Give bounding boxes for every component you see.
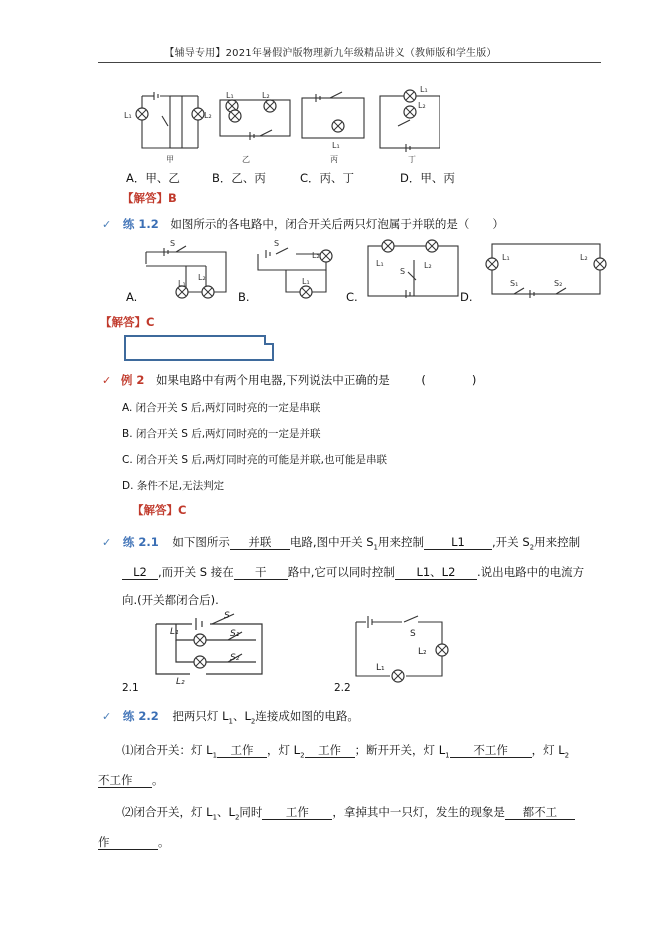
- option-c: C．丙、丁: [300, 171, 355, 185]
- svg-text:S: S: [274, 239, 280, 248]
- svg-text:S₁: S₁: [510, 279, 519, 288]
- blank-3: L2: [122, 566, 158, 580]
- option-a: A．甲、乙: [126, 171, 180, 185]
- blank-s1-3: 不工作: [450, 744, 532, 758]
- svg-text:L₁: L₁: [376, 259, 384, 268]
- svg-text:S: S: [400, 267, 406, 276]
- svg-text:S₁: S₁: [230, 629, 240, 639]
- ex12-option-d: D.: [460, 290, 473, 304]
- svg-text:L₁: L₁: [178, 279, 186, 288]
- blank-s1-1: 工作: [217, 744, 267, 758]
- ex21-line-2: L2 ,而开关 S 接在 干 路中,它可以同时控制 L1、L2 .说出电路中的电流方: [122, 564, 584, 580]
- blank-2: L1: [424, 536, 492, 550]
- svg-text:L₁: L₁: [376, 663, 385, 673]
- question-ex22: ✓ 练 2.2 把两只灯 $L_1$、$L_2$连接成如图的电路。: [102, 709, 359, 726]
- svg-text:S₂: S₂: [554, 279, 563, 288]
- blank-1: 并联: [230, 536, 290, 550]
- svg-text:L₁: L₁: [332, 141, 340, 150]
- ex22-part-2: ⑵闭合开关，灯 $L_1$、$L_2$同时 工作 ，拿掉其中一只灯，发生的现象是 都不工: [122, 804, 575, 821]
- blank-s1-4: 不工作: [98, 774, 152, 788]
- blank-s2-1: 工作: [262, 806, 332, 820]
- svg-text:S: S: [224, 611, 230, 621]
- question-ex2: ✓ 例 2 如果电路中有两个用电器,下列说法中正确的是 ( ): [102, 373, 477, 387]
- option-b: B．乙、丙: [212, 171, 266, 185]
- svg-text:L₂: L₂: [262, 91, 270, 100]
- svg-text:L₁: L₁: [226, 91, 234, 100]
- section-title-box: [124, 335, 274, 361]
- svg-text:L₁: L₁: [502, 253, 510, 262]
- check-icon: ✓: [102, 374, 112, 387]
- blank-s1-2: 工作: [305, 744, 355, 758]
- svg-text:L₂: L₂: [204, 111, 212, 120]
- answer-ex2: 【解答】C: [132, 503, 187, 517]
- svg-text:L₁: L₁: [170, 627, 179, 637]
- question-ex12: ✓ 练 1.2 如图所示的各电路中，闭合开关后两只灯泡属于并联的是（ ）: [102, 217, 504, 231]
- check-icon: ✓: [102, 536, 112, 549]
- ex21-line-3: 向.(开关都闭合后).: [122, 593, 219, 607]
- blank-4: 干: [234, 566, 288, 580]
- ex22-part-1-cont: 不工作 。: [98, 773, 164, 787]
- fig-label-jia: 甲: [166, 155, 174, 164]
- ex2-option-d: D. 条件不足,无法判定: [122, 480, 225, 492]
- blank-s2-3: 作: [98, 836, 158, 850]
- fig-label-bing: 丙: [330, 155, 338, 164]
- header-rule: [98, 62, 601, 63]
- blank-s2-2: 都不工: [505, 806, 575, 820]
- ex12-option-c: C.: [346, 290, 358, 304]
- ex22-part-2-cont: 作 。: [98, 835, 170, 849]
- svg-text:L₂: L₂: [312, 251, 320, 260]
- ex2-option-a: A. 闭合开关 S 后,两灯同时亮的一定是串联: [122, 402, 321, 414]
- answer-prev: 【解答】B: [122, 191, 177, 205]
- ex21-line-1: ✓ 练 2.1 如下图所示 并联 电路,图中开关 $S_1$用来控制 L1 ,开关 $S_2$用来控制: [102, 535, 581, 552]
- fig-label-ding: 丁: [408, 155, 416, 164]
- svg-text:S: S: [170, 239, 176, 248]
- circuit-2-2: [346, 608, 456, 688]
- option-d: D．甲、丙: [400, 171, 455, 185]
- circuit-2-1: [146, 610, 276, 686]
- check-icon: ✓: [102, 710, 112, 723]
- ex22-part-1: ⑴闭合开关：灯 $L_1$ 工作 ，灯 $L_2$ 工作 ；断开开关，灯 $L_1$ 不工作 ，灯 $L_2$: [122, 743, 570, 760]
- fig-label-yi: 乙: [242, 155, 250, 164]
- ex2-option-b: B. 闭合开关 S 后,两灯同时亮的一定是并联: [122, 428, 321, 440]
- svg-text:S: S: [410, 629, 416, 639]
- ex12-option-a: A.: [126, 290, 138, 304]
- ex12-option-b: B.: [238, 290, 250, 304]
- svg-text:L₁: L₁: [302, 277, 310, 286]
- svg-text:L₁: L₁: [420, 86, 428, 94]
- page-header: 【辅导专用】2021年暑假沪版物理新九年级精品讲义（教师版和学生版）: [164, 48, 497, 59]
- svg-text:S₂: S₂: [230, 653, 240, 663]
- svg-text:L₂: L₂: [418, 101, 426, 110]
- blank-5: L1、L2: [395, 566, 477, 580]
- fig-label-2-2: 2.2: [334, 682, 351, 694]
- svg-text:L₂: L₂: [580, 253, 588, 262]
- svg-text:L₁: L₁: [124, 111, 132, 120]
- svg-text:L₂: L₂: [176, 677, 185, 686]
- ex2-option-c: C. 闭合开关 S 后,两灯同时亮的可能是并联,也可能是串联: [122, 454, 388, 466]
- svg-text:L₂: L₂: [418, 647, 427, 657]
- check-icon: ✓: [102, 218, 112, 231]
- fig-label-2-1: 2.1: [122, 682, 139, 694]
- circuit-figure-row-1: [110, 86, 440, 164]
- circuit-figure-row-2: [136, 238, 616, 302]
- svg-text:L₂: L₂: [198, 273, 206, 282]
- svg-text:L₂: L₂: [424, 261, 432, 270]
- answer-ex12: 【解答】C: [100, 315, 155, 329]
